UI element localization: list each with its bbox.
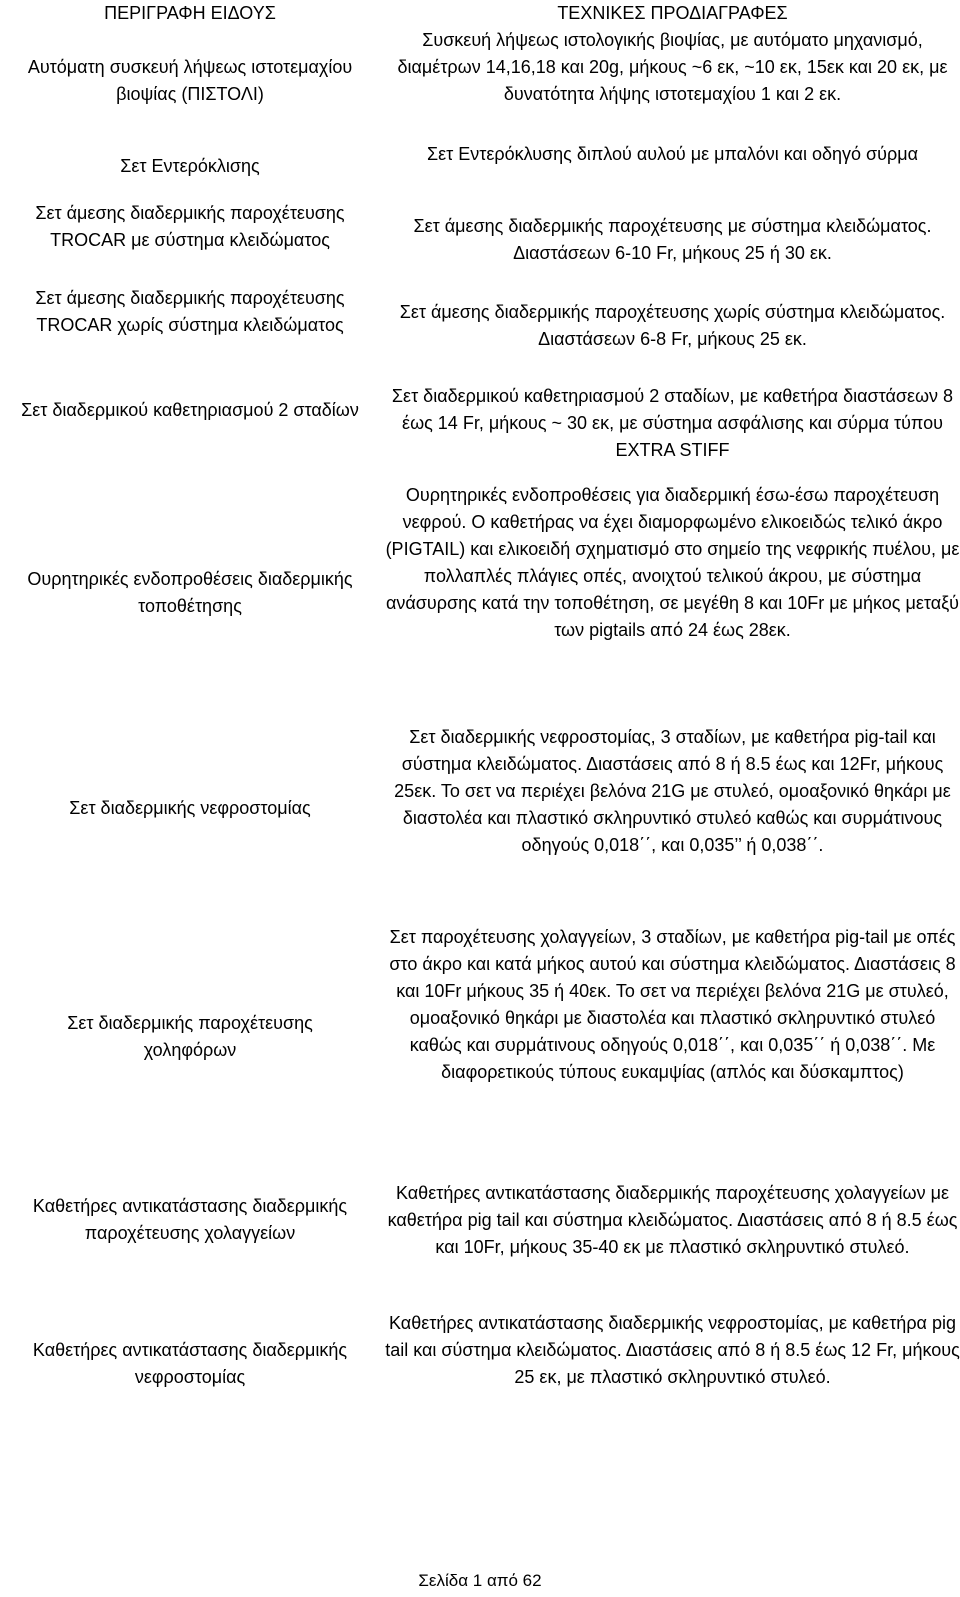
description-row-4: Σετ άμεσης διαδερμικής παροχέτευσης TROCAR χωρίς σύστημα κλειδώματος	[35, 288, 345, 335]
description-column	[20, 0, 360, 1560]
spec-row-2: Σετ Εντερόκλυσης διπλού αυλού με μπαλόνι και οδηγό σύρμα	[426, 144, 918, 164]
description-row-2: Σετ Εντερόκλισης	[120, 156, 260, 176]
description-row-10: Καθετήρες αντικατάστασης διαδερμικής νεφροστομίας	[32, 1340, 348, 1387]
spec-row-9: Καθετήρες αντικατάστασης διαδερμικής παροχέτευσης χολαγγείων με καθετήρα pig tail και σύστημα κλειδώματος. Διαστάσεις από 8 ή 8.5 έως και 10Fr, μήκους 35-40 εκ με πλαστικό σκληρυντικό στυλεό.	[387, 1183, 958, 1257]
spec-row-10: Καθετήρες αντικατάστασης διαδερμικής νεφροστομίας, με καθετήρα pig tail και σύστημα κλειδώματος. Διαστάσεις από 8 ή 8.5 έως 12 Fr, μήκους 25 εκ, με πλαστικό σκληρυντικό στυλεό.	[385, 1313, 960, 1387]
description-row-8: Σετ διαδερμικής παροχέτευσης χοληφόρων	[67, 1013, 313, 1060]
description-row-3: Σετ άμεσης διαδερμικής παροχέτευσης TROCAR με σύστημα κλειδώματος	[35, 203, 345, 250]
spec-row-3: Σετ άμεσης διαδερμικής παροχέτευσης με σύστημα κλειδώματος. Διαστάσεων 6-10 Fr, μήκους 25 ή 30 εκ.	[413, 216, 932, 263]
spec-row-4: Σετ άμεσης διαδερμικής παροχέτευσης χωρίς σύστημα κλειδώματος. Διαστάσεων 6-8 Fr, μήκους 25 εκ.	[399, 302, 946, 349]
specifications-column	[385, 0, 960, 1560]
page-number: Σελίδα 1 από 62	[418, 1571, 542, 1590]
description-row-5: Σετ διαδερμικού καθετηριασμού 2 σταδίων	[21, 400, 359, 420]
spec-row-5: Σετ διαδερμικού καθετηριασμού 2 σταδίων, με καθετήρα διαστάσεων 8 έως 14 Fr, μήκους ~ 30 εκ, με σύστημα ασφάλισης και σύρμα τύπου EXTRA STIFF	[391, 386, 954, 460]
specifications-header: ΤΕΧΝΙΚΕΣ ΠΡΟΔΙΑΓΡΑΦΕΣ	[557, 3, 788, 23]
spec-row-1: Συσκευή λήψεως ιστολογικής βιοψίας, με αυτόματο μηχανισμό, διαμέτρων 14,16,18 και 20g, μήκους ~6 εκ, ~10 εκ, 15εκ και 20 εκ, με δυνατότητα λήψης ιστοτεμαχίου 1 και 2 εκ.	[397, 30, 948, 104]
description-row-1: Αυτόματη συσκευή λήψεως ιστοτεμαχίου βιοψίας (ΠΙΣΤΟΛΙ)	[27, 57, 353, 104]
spec-row-8: Σετ παροχέτευσης χολαγγείων, 3 σταδίων, με καθετήρα pig-tail με οπές στο άκρο και κατά μήκος αυτού και σύστημα κλειδώματος. Διαστάσεις 8 και 10Fr μήκους 35 ή 40εκ. Το σετ να περιέχει βελόνα 21G με στυλεό, ομοαξονικό θηκάρι με διαστολέα και πλαστικό σκληρυντικό στυλεό καθώς και συρμάτινους οδηγούς 0,018΄΄, και 0,035΄΄ ή 0,038΄΄. Με διαφορετικούς τύπους ευκαμψίας (απλός και δύσκαμπτος)	[389, 927, 956, 1082]
description-row-7: Σετ διαδερμικής νεφροστομίας	[69, 798, 311, 818]
description-header: ΠΕΡΙΓΡΑΦΗ ΕΙΔΟΥΣ	[104, 3, 276, 23]
description-row-6: Ουρητηρικές ενδοπροθέσεις διαδερμικής τοποθέτησης	[27, 569, 353, 616]
spec-row-6: Ουρητηρικές ενδοπροθέσεις για διαδερμική έσω-έσω παροχέτευση νεφρού. Ο καθετήρας να έχει διαμορφωμένο ελικοειδώς τελικό άκρο (PIGTAIL) και ελικοειδή σχηματισμό στο σημείο της νεφρικής πυέλου, με πολλαπλές πλάγιες οπές, ανοιχτού τελικού άκρου, με σύστημα ανάσυρσης κατά την τοποθέτηση, σε μεγέθη 8 και 10Fr με μήκος μεταξύ των pigtails από 24 έως 28εκ.	[385, 485, 960, 640]
spec-row-7: Σετ διαδερμικής νεφροστομίας, 3 σταδίων, με καθετήρα pig-tail και σύστημα κλειδώματος. Διαστάσεις από 8 ή 8.5 έως και 12Fr, μήκους 25εκ. Το σετ να περιέχει βελόνα 21G με στυλεό, ομοαξονικό θηκάρι με διαστολέα και πλαστικό σκληρυντικό στυλεό καθώς και συρμάτινους οδηγούς 0,018΄΄, και 0,035’’ ή 0,038΄΄.	[394, 727, 951, 855]
description-row-9: Καθετήρες αντικατάστασης διαδερμικής παροχέτευσης χολαγγείων	[32, 1196, 348, 1243]
